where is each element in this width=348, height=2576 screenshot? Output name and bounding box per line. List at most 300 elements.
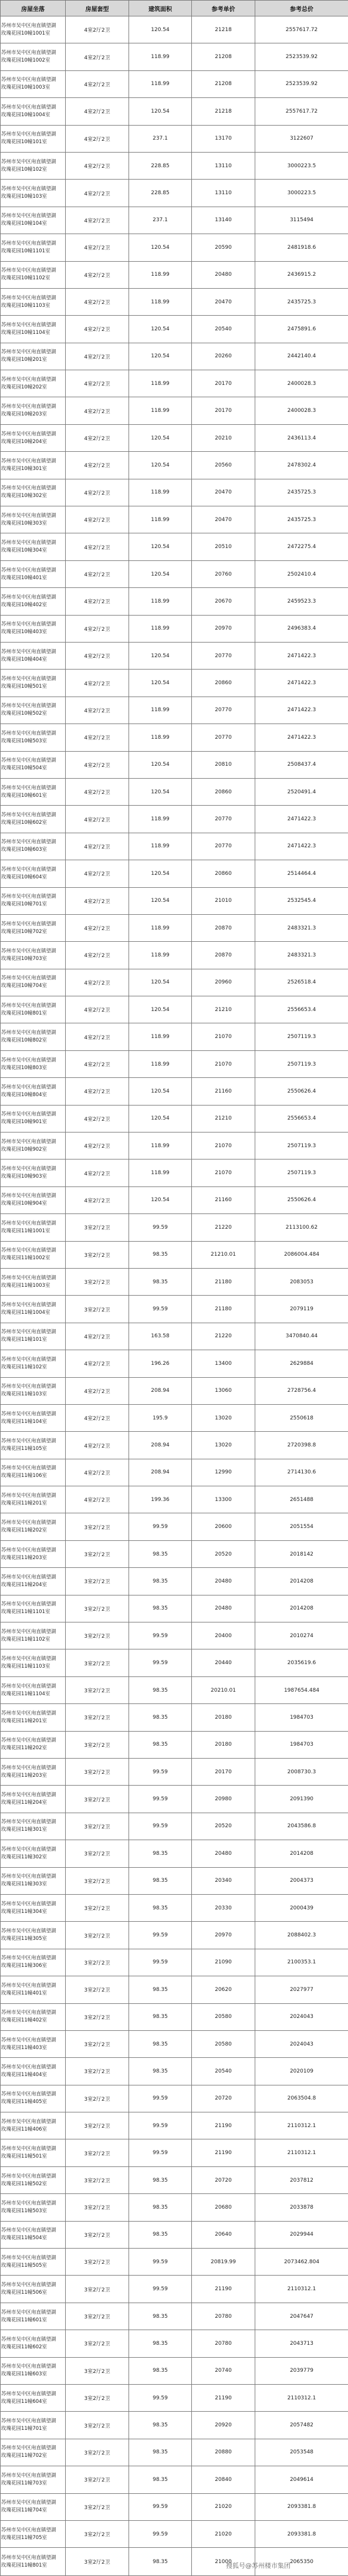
table-body (1, 16, 348, 2576)
cell-unit-price: 20170 (192, 397, 255, 424)
cell-layout: 3室2厅2卫 (66, 1296, 129, 1323)
cell-total-price: 2471422.3 (255, 833, 348, 860)
cell-total-price: 2556653.4 (255, 996, 348, 1023)
cell-area: 99.59 (129, 1786, 192, 1813)
cell-location: 苏州市吴中区甪直镇望湖 玫瑰花园10幢601室 (1, 778, 66, 805)
cell-layout: 3室2厅2卫 (66, 2466, 129, 2493)
cell-unit-price: 13300 (192, 1486, 255, 1513)
cell-area: 228.85 (129, 180, 192, 207)
cell-area: 120.54 (129, 343, 192, 370)
cell-location: 苏州市吴中区甪直镇望湖 玫瑰花园11幢702室 (1, 2439, 66, 2466)
cell-area: 99.59 (129, 2249, 192, 2276)
cell-location: 苏州市吴中区甪直镇望湖 玫瑰花园10幢604室 (1, 860, 66, 887)
table-row (1, 1241, 348, 1268)
cell-location: 苏州市吴中区甪直镇望湖 玫瑰花园11幢604室 (1, 2384, 66, 2411)
cell-unit-price: 13020 (192, 1404, 255, 1431)
cell-unit-price: 21180 (192, 1268, 255, 1295)
cell-total-price: 2110312.1 (255, 2139, 348, 2166)
table-row (1, 2303, 348, 2330)
table-row (1, 1840, 348, 1867)
cell-location: 苏州市吴中区甪直镇望湖 玫瑰花园10幢1102室 (1, 261, 66, 288)
cell-unit-price: 13110 (192, 180, 255, 207)
cell-layout: 4室2厅2卫 (66, 98, 129, 125)
cell-location: 苏州市吴中区甪直镇望湖 玫瑰花园10幢1101室 (1, 234, 66, 261)
table-row (1, 887, 348, 914)
cell-unit-price: 20640 (192, 2221, 255, 2248)
cell-area: 118.99 (129, 724, 192, 751)
cell-area: 98.35 (129, 2439, 192, 2466)
cell-total-price: 2532545.4 (255, 887, 348, 914)
cell-total-price: 2471422.3 (255, 697, 348, 724)
cell-area: 98.35 (129, 2330, 192, 2357)
cell-unit-price: 20480 (192, 261, 255, 288)
cell-unit-price: 21010 (192, 887, 255, 914)
cell-location: 苏州市吴中区甪直镇望湖 玫瑰花园10幢501室 (1, 670, 66, 697)
table-row (1, 2330, 348, 2357)
cell-total-price: 2093381.8 (255, 2493, 348, 2520)
cell-layout: 3室2厅2卫 (66, 1622, 129, 1649)
cell-location: 苏州市吴中区甪直镇望湖 玫瑰花园11幢1003室 (1, 1268, 66, 1295)
cell-area: 118.99 (129, 479, 192, 506)
cell-unit-price: 13110 (192, 152, 255, 179)
cell-area: 120.54 (129, 1186, 192, 1213)
watermark: 搜狐号@苏州楼市集团 (226, 2562, 290, 2570)
cell-unit-price: 21070 (192, 1050, 255, 1077)
cell-total-price: 2507119.3 (255, 1050, 348, 1077)
table-row (1, 1649, 348, 1676)
cell-area: 118.99 (129, 70, 192, 97)
cell-layout: 4室2厅2卫 (66, 1023, 129, 1050)
cell-area: 120.54 (129, 751, 192, 778)
cell-total-price: 2091390 (255, 1786, 348, 1813)
cell-total-price: 2073462.804 (255, 2249, 348, 2276)
cell-area: 98.35 (129, 1595, 192, 1622)
cell-location: 苏州市吴中区甪直镇望湖 玫瑰花园10幢204室 (1, 424, 66, 451)
cell-area: 98.35 (129, 1268, 192, 1295)
cell-location: 苏州市吴中区甪直镇望湖 玫瑰花园10幢202室 (1, 370, 66, 397)
cell-location: 苏州市吴中区甪直镇望湖 玫瑰花园11幢204室 (1, 1568, 66, 1595)
cell-area: 98.35 (129, 1731, 192, 1758)
cell-location: 苏州市吴中区甪直镇望湖 玫瑰花园11幢204室 (1, 1786, 66, 1813)
cell-area: 99.59 (129, 2085, 192, 2112)
table-row (1, 860, 348, 887)
cell-area: 98.35 (129, 2303, 192, 2330)
cell-area: 118.99 (129, 833, 192, 860)
cell-location: 苏州市吴中区甪直镇望湖 玫瑰花园11幢201室 (1, 1704, 66, 1731)
cell-total-price: 2057482 (255, 2412, 348, 2439)
table-row (1, 1894, 348, 1921)
cell-location: 苏州市吴中区甪直镇望湖 玫瑰花园11幢302室 (1, 1840, 66, 1867)
table-row (1, 1296, 348, 1323)
cell-layout: 4室2厅2卫 (66, 1159, 129, 1186)
cell-area: 237.1 (129, 207, 192, 234)
table-row (1, 397, 348, 424)
table-row (1, 1759, 348, 1786)
cell-total-price: 2063504.8 (255, 2085, 348, 2112)
cell-unit-price: 20470 (192, 506, 255, 533)
cell-layout: 4室2厅2卫 (66, 1133, 129, 1159)
cell-area: 120.54 (129, 234, 192, 261)
cell-area: 98.35 (129, 2030, 192, 2057)
table-row (1, 642, 348, 669)
cell-layout: 3室2厅2卫 (66, 1976, 129, 2003)
cell-layout: 4室2厅2卫 (66, 942, 129, 969)
cell-total-price: 2471422.3 (255, 806, 348, 833)
table-row (1, 2194, 348, 2221)
cell-unit-price: 20520 (192, 1540, 255, 1567)
cell-total-price: 3000223.5 (255, 180, 348, 207)
table-row (1, 2357, 348, 2384)
cell-layout: 3室2厅2卫 (66, 2085, 129, 2112)
cell-total-price: 2714130.6 (255, 1459, 348, 1486)
table-row (1, 588, 348, 615)
table-row (1, 1976, 348, 2003)
cell-layout: 4室2厅2卫 (66, 234, 129, 261)
cell-unit-price: 20860 (192, 778, 255, 805)
cell-layout: 4室2厅2卫 (66, 670, 129, 697)
table-row (1, 996, 348, 1023)
table-row (1, 43, 348, 70)
cell-location: 苏州市吴中区甪直镇望湖 玫瑰花园11幢703室 (1, 2466, 66, 2493)
cell-layout: 4室2厅2卫 (66, 207, 129, 234)
cell-location: 苏州市吴中区甪直镇望湖 玫瑰花园10幢403室 (1, 615, 66, 642)
table-row (1, 1922, 348, 1949)
cell-location: 苏州市吴中区甪直镇望湖 玫瑰花园11幢203室 (1, 1759, 66, 1786)
cell-layout: 4室2厅2卫 (66, 1459, 129, 1486)
cell-total-price: 2037812 (255, 2166, 348, 2193)
table-row (1, 234, 348, 261)
header-row (1, 1, 348, 16)
table-row (1, 724, 348, 751)
cell-area: 98.35 (129, 2058, 192, 2085)
cell-layout: 3室2厅2卫 (66, 1813, 129, 1840)
cell-unit-price: 21218 (192, 16, 255, 43)
table-row (1, 1023, 348, 1050)
table-row (1, 506, 348, 533)
cell-unit-price: 21208 (192, 43, 255, 70)
cell-unit-price: 21190 (192, 2276, 255, 2303)
table-row (1, 2030, 348, 2057)
cell-location: 苏州市吴中区甪直镇望湖 玫瑰花园11幢104室 (1, 1404, 66, 1431)
table-row (1, 1540, 348, 1567)
cell-layout: 4室2厅2卫 (66, 1404, 129, 1431)
cell-area: 120.54 (129, 560, 192, 587)
cell-total-price: 2100353.1 (255, 1949, 348, 1976)
cell-location: 苏州市吴中区甪直镇望湖 玫瑰花园10幢402室 (1, 588, 66, 615)
table-row (1, 2384, 348, 2411)
cell-total-price: 2014208 (255, 1568, 348, 1595)
cell-area: 99.59 (129, 2112, 192, 2139)
table-row (1, 806, 348, 833)
cell-layout: 4室2厅2卫 (66, 833, 129, 860)
cell-area: 196.26 (129, 1350, 192, 1377)
cell-location: 苏州市吴中区甪直镇望湖 玫瑰花园11幢505室 (1, 2249, 66, 2276)
cell-area: 99.59 (129, 2493, 192, 2520)
cell-area: 99.59 (129, 2139, 192, 2166)
cell-total-price: 2550618 (255, 1404, 348, 1431)
cell-location: 苏州市吴中区甪直镇望湖 玫瑰花园11幢501室 (1, 2139, 66, 2166)
cell-layout: 4室2厅2卫 (66, 914, 129, 941)
cell-total-price: 2471422.3 (255, 670, 348, 697)
cell-location: 苏州市吴中区甪直镇望湖 玫瑰花园10幢503室 (1, 724, 66, 751)
cell-total-price: 2027977 (255, 1976, 348, 2003)
cell-total-price: 2471422.3 (255, 642, 348, 669)
cell-location: 苏州市吴中区甪直镇望湖 玫瑰花园11幢601室 (1, 2303, 66, 2330)
cell-location: 苏州市吴中区甪直镇望湖 玫瑰花园11幢401室 (1, 1976, 66, 2003)
cell-location: 苏州市吴中区甪直镇望湖 玫瑰花园10幢602室 (1, 806, 66, 833)
cell-total-price: 2093381.8 (255, 2520, 348, 2547)
cell-total-price: 2550626.4 (255, 1186, 348, 1213)
cell-layout: 3室2厅2卫 (66, 2112, 129, 2139)
cell-total-price: 3470840.44 (255, 1323, 348, 1350)
cell-layout: 3室2厅2卫 (66, 1568, 129, 1595)
cell-layout: 3室2厅2卫 (66, 2003, 129, 2030)
cell-total-price: 2043586.8 (255, 1813, 348, 1840)
cell-layout: 3室2厅2卫 (66, 2194, 129, 2221)
table-row (1, 207, 348, 234)
cell-unit-price: 20340 (192, 1867, 255, 1894)
table-row (1, 914, 348, 941)
cell-total-price: 2496383.4 (255, 615, 348, 642)
cell-total-price: 2029944 (255, 2221, 348, 2248)
table-row (1, 1159, 348, 1186)
cell-area: 118.99 (129, 588, 192, 615)
cell-location: 苏州市吴中区甪直镇望湖 玫瑰花园11幢201室 (1, 1486, 66, 1513)
cell-location: 苏州市吴中区甪直镇望湖 玫瑰花园11幢403室 (1, 2030, 66, 2057)
cell-total-price: 2053548 (255, 2439, 348, 2466)
cell-area: 99.59 (129, 2276, 192, 2303)
cell-layout: 3室2厅2卫 (66, 1268, 129, 1295)
cell-area: 120.54 (129, 452, 192, 479)
cell-location: 苏州市吴中区甪直镇望湖 玫瑰花园10幢902室 (1, 1133, 66, 1159)
cell-location: 苏州市吴中区甪直镇望湖 玫瑰花园11幢105室 (1, 1432, 66, 1459)
cell-area: 118.99 (129, 370, 192, 397)
cell-total-price: 2010274 (255, 1622, 348, 1649)
table-row (1, 98, 348, 125)
cell-layout: 3室2厅2卫 (66, 1676, 129, 1703)
cell-unit-price: 20860 (192, 860, 255, 887)
cell-location: 苏州市吴中区甪直镇望湖 玫瑰花园10幢1001室 (1, 16, 66, 43)
cell-location: 苏州市吴中区甪直镇望湖 玫瑰花园11幢602室 (1, 2330, 66, 2357)
cell-total-price: 3115494 (255, 207, 348, 234)
cell-area: 120.54 (129, 1105, 192, 1132)
cell-unit-price: 20680 (192, 2194, 255, 2221)
cell-area: 120.54 (129, 778, 192, 805)
table-row (1, 1949, 348, 1976)
cell-unit-price: 20980 (192, 1786, 255, 1813)
cell-area: 208.94 (129, 1459, 192, 1486)
cell-unit-price: 20840 (192, 2466, 255, 2493)
cell-unit-price: 21160 (192, 1078, 255, 1105)
table-row (1, 2493, 348, 2520)
cell-layout: 3室2厅2卫 (66, 1214, 129, 1241)
cell-unit-price: 20480 (192, 1568, 255, 1595)
cell-total-price: 2024043 (255, 2030, 348, 2057)
cell-area: 98.35 (129, 1867, 192, 1894)
cell-area: 98.35 (129, 2166, 192, 2193)
cell-unit-price: 21000 (192, 2548, 255, 2576)
cell-layout: 3室2厅2卫 (66, 1241, 129, 1268)
cell-unit-price: 20210 (192, 424, 255, 451)
cell-layout: 4室2厅2卫 (66, 697, 129, 724)
cell-location: 苏州市吴中区甪直镇望湖 玫瑰花园11幢301室 (1, 1813, 66, 1840)
cell-layout: 4室2厅2卫 (66, 1186, 129, 1213)
table-row (1, 2058, 348, 2085)
cell-unit-price: 20770 (192, 724, 255, 751)
cell-area: 208.94 (129, 1377, 192, 1404)
cell-area: 118.99 (129, 1133, 192, 1159)
cell-total-price: 2526518.4 (255, 969, 348, 996)
cell-area: 163.58 (129, 1323, 192, 1350)
cell-total-price: 2083053 (255, 1268, 348, 1295)
cell-location: 苏州市吴中区甪直镇望湖 玫瑰花园11幢106室 (1, 1459, 66, 1486)
cell-area: 99.59 (129, 2520, 192, 2547)
cell-layout: 4室2厅2卫 (66, 43, 129, 70)
cell-total-price: 2556653.4 (255, 1105, 348, 1132)
cell-area: 98.35 (129, 2357, 192, 2384)
cell-location: 苏州市吴中区甪直镇望湖 玫瑰花园10幢1103室 (1, 288, 66, 315)
cell-location: 苏州市吴中区甪直镇望湖 玫瑰花园10幢404室 (1, 642, 66, 669)
cell-layout: 4室2厅2卫 (66, 397, 129, 424)
cell-unit-price: 20670 (192, 588, 255, 615)
cell-unit-price: 20819.99 (192, 2249, 255, 2276)
cell-unit-price: 21190 (192, 2139, 255, 2166)
cell-location: 苏州市吴中区甪直镇望湖 玫瑰花园10幢702室 (1, 914, 66, 941)
cell-area: 99.59 (129, 1813, 192, 1840)
cell-unit-price: 20470 (192, 288, 255, 315)
cell-unit-price: 20260 (192, 343, 255, 370)
cell-total-price: 2720398.8 (255, 1432, 348, 1459)
cell-layout: 4室2厅2卫 (66, 288, 129, 315)
cell-area: 120.54 (129, 670, 192, 697)
cell-total-price: 1984703 (255, 1731, 348, 1758)
cell-total-price: 2014208 (255, 1840, 348, 1867)
cell-layout: 4室2厅2卫 (66, 316, 129, 343)
cell-total-price: 2651488 (255, 1486, 348, 1513)
cell-area: 99.59 (129, 1949, 192, 1976)
cell-unit-price: 20180 (192, 1731, 255, 1758)
cell-layout: 3室2厅2卫 (66, 2548, 129, 2576)
cell-location: 苏州市吴中区甪直镇望湖 玫瑰花园10幢904室 (1, 1186, 66, 1213)
cell-unit-price: 20920 (192, 2412, 255, 2439)
cell-layout: 4室2厅2卫 (66, 424, 129, 451)
table-row (1, 1404, 348, 1431)
cell-location: 苏州市吴中区甪直镇望湖 玫瑰花园10幢1104室 (1, 316, 66, 343)
cell-area: 120.54 (129, 424, 192, 451)
cell-location: 苏州市吴中区甪直镇望湖 玫瑰花园11幢506室 (1, 2276, 66, 2303)
table-row (1, 942, 348, 969)
cell-unit-price: 20590 (192, 234, 255, 261)
cell-total-price: 1987654.484 (255, 1676, 348, 1703)
cell-unit-price: 20510 (192, 533, 255, 560)
cell-total-price: 2079119 (255, 1296, 348, 1323)
cell-area: 118.99 (129, 43, 192, 70)
cell-area: 120.54 (129, 860, 192, 887)
cell-total-price: 2435725.3 (255, 479, 348, 506)
cell-location: 苏州市吴中区甪直镇望湖 玫瑰花园10幢401室 (1, 560, 66, 587)
cell-unit-price: 13170 (192, 125, 255, 152)
cell-total-price: 2557617.72 (255, 98, 348, 125)
cell-unit-price: 20870 (192, 914, 255, 941)
cell-total-price: 2459523.3 (255, 588, 348, 615)
table-row (1, 1078, 348, 1105)
table-row (1, 1323, 348, 1350)
cell-layout: 4室2厅2卫 (66, 70, 129, 97)
table-row (1, 2166, 348, 2193)
cell-area: 98.35 (129, 2466, 192, 2493)
cell-layout: 4室2厅2卫 (66, 588, 129, 615)
cell-layout: 4室2厅2卫 (66, 1432, 129, 1459)
cell-total-price: 2400028.3 (255, 397, 348, 424)
cell-layout: 4室2厅2卫 (66, 343, 129, 370)
cell-unit-price: 21218 (192, 98, 255, 125)
cell-location: 苏州市吴中区甪直镇望湖 玫瑰花园11幢1103室 (1, 1649, 66, 1676)
cell-total-price: 2018142 (255, 1540, 348, 1567)
cell-area: 98.35 (129, 1704, 192, 1731)
cell-layout: 4室2厅2卫 (66, 1323, 129, 1350)
cell-area: 237.1 (129, 125, 192, 152)
cell-layout: 3室2厅2卫 (66, 2139, 129, 2166)
cell-location: 苏州市吴中区甪直镇望湖 玫瑰花园11幢406室 (1, 2112, 66, 2139)
cell-unit-price: 20970 (192, 1922, 255, 1949)
table-row (1, 1704, 348, 1731)
cell-total-price: 2728756.4 (255, 1377, 348, 1404)
cell-total-price: 2520491.4 (255, 778, 348, 805)
cell-unit-price: 21190 (192, 2384, 255, 2411)
table-row (1, 833, 348, 860)
cell-total-price: 2110312.1 (255, 2276, 348, 2303)
table-row (1, 2139, 348, 2166)
table-row (1, 261, 348, 288)
cell-location: 苏州市吴中区甪直镇望湖 玫瑰花园10幢903室 (1, 1159, 66, 1186)
cell-layout: 3室2厅2卫 (66, 2303, 129, 2330)
cell-layout: 3室2厅2卫 (66, 2166, 129, 2193)
table-row (1, 452, 348, 479)
table-row (1, 1595, 348, 1622)
cell-area: 120.54 (129, 16, 192, 43)
cell-location: 苏州市吴中区甪直镇望湖 玫瑰花园10幢102室 (1, 152, 66, 179)
cell-location: 苏州市吴中区甪直镇望湖 玫瑰花园11幢303室 (1, 1867, 66, 1894)
cell-unit-price: 20180 (192, 1704, 255, 1731)
cell-location: 苏州市吴中区甪直镇望湖 玫瑰花园11幢101室 (1, 1323, 66, 1350)
cell-area: 98.35 (129, 2003, 192, 2030)
cell-area: 118.99 (129, 506, 192, 533)
table-row (1, 316, 348, 343)
table-row (1, 1186, 348, 1213)
cell-area: 208.94 (129, 1432, 192, 1459)
cell-layout: 3室2厅2卫 (66, 1894, 129, 1921)
table-row (1, 615, 348, 642)
cell-layout: 3室2厅2卫 (66, 1949, 129, 1976)
cell-area: 98.35 (129, 1894, 192, 1921)
cell-location: 苏州市吴中区甪直镇望湖 玫瑰花园10幢304室 (1, 533, 66, 560)
cell-location: 苏州市吴中区甪直镇望湖 玫瑰花园10幢302室 (1, 479, 66, 506)
cell-unit-price: 20970 (192, 615, 255, 642)
cell-area: 120.54 (129, 887, 192, 914)
cell-total-price: 2471422.3 (255, 724, 348, 751)
header-location: 房屋坐落 (1, 1, 66, 16)
cell-location: 苏州市吴中区甪直镇望湖 玫瑰花园11幢704室 (1, 2493, 66, 2520)
cell-unit-price: 20540 (192, 316, 255, 343)
cell-unit-price: 20860 (192, 670, 255, 697)
cell-total-price: 2436915.2 (255, 261, 348, 288)
table-row (1, 969, 348, 996)
table-row (1, 2548, 348, 2576)
cell-layout: 4室2厅2卫 (66, 860, 129, 887)
cell-layout: 4室2厅2卫 (66, 778, 129, 805)
cell-layout: 3室2厅2卫 (66, 2493, 129, 2520)
table-row (1, 670, 348, 697)
